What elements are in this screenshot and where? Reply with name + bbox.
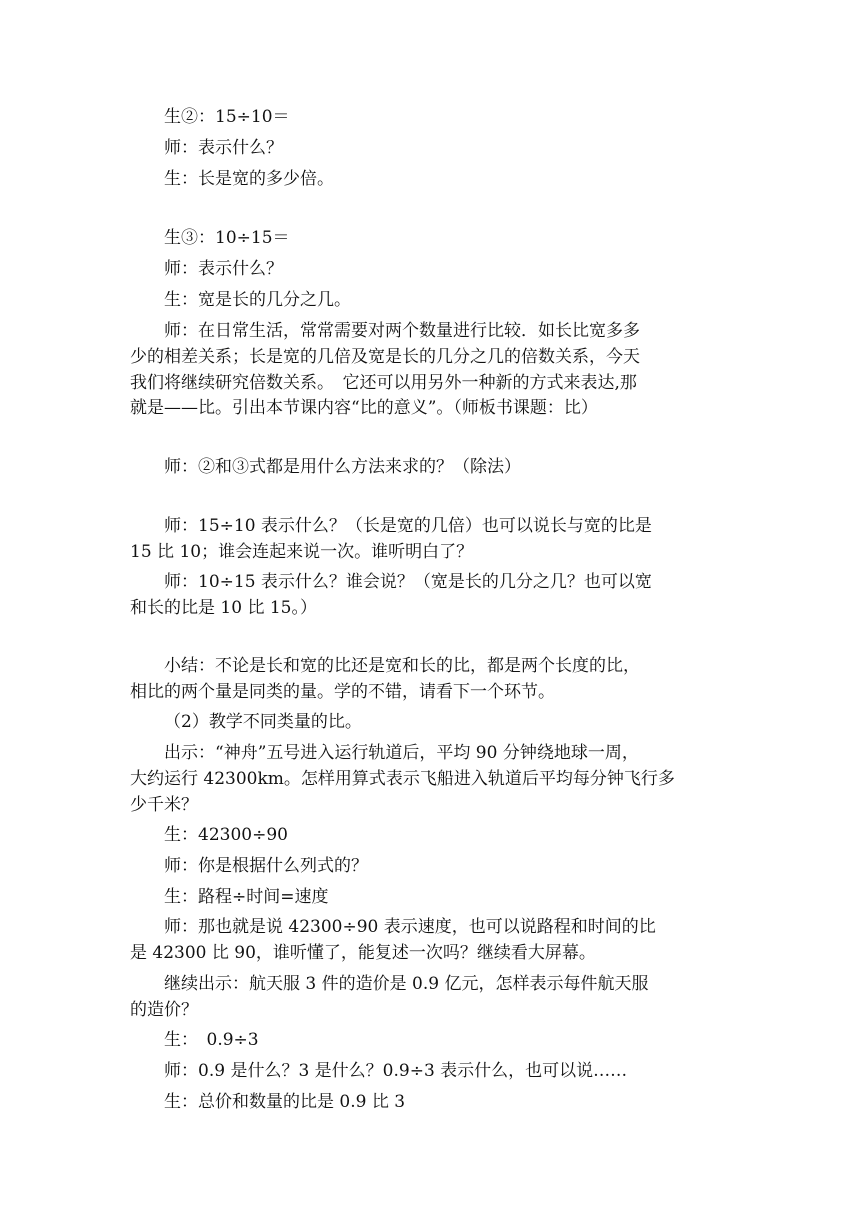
text-line: 大约运行 42300km。怎样用算式表示飞船进入轨道后平均每分钟飞行多 [130, 769, 675, 789]
text-line: 出示：“神舟”五号进入运行轨道后，平均 90 分钟绕地球一周， [164, 743, 639, 763]
text-line: 和长的比是 10 比 15。） [130, 598, 317, 618]
text-line: 生：42300÷90 [164, 825, 288, 845]
text-line: 生：长是宽的多少倍。 [164, 169, 334, 189]
text-line: 师：②和③式都是用什么方法来求的？（除法） [164, 457, 521, 477]
text-line: 生：总价和数量的比是 0.9 比 3 [164, 1092, 406, 1112]
text-line: 师：表示什么？ [164, 259, 283, 279]
text-line: 少千米？ [130, 795, 198, 815]
text-line: 师：0.9 是什么？3 是什么？0.9÷3 表示什么，也可以说…… [164, 1061, 628, 1081]
text-line: 继续出示：航天服 3 件的造价是 0.9 亿元，怎样表示每件航天服 [164, 974, 649, 994]
text-line: 师：10÷15 表示什么？谁会说？（宽是长的几分之几？也可以宽 [164, 572, 652, 592]
text-line: 师：15÷10 表示什么？（长是宽的几倍）也可以说长与宽的比是 [164, 516, 652, 536]
text-line: 小结：不论是长和宽的比还是宽和长的比，都是两个长度的比， [164, 656, 640, 676]
text-line: 的造价？ [130, 1000, 198, 1020]
text-line: 师：你是根据什么列式的？ [164, 856, 368, 876]
text-line: 相比的两个量是同类的量。学的不错，请看下一个环节。 [130, 682, 555, 702]
text-line: 是 42300 比 90，谁听懂了，能复述一次吗？继续看大屏幕。 [130, 943, 596, 963]
text-line: 少的相差关系；长是宽的几倍及宽是长的几分之几的倍数关系，今天 [130, 347, 640, 367]
text-line: 就是——比。引出本节课内容“比的意义”。（师板书课题：比） [130, 398, 598, 418]
text-line: 师：表示什么？ [164, 138, 283, 158]
text-line: 师：在日常生活，常常需要对两个数量进行比较．如长比宽多多 [164, 321, 640, 341]
text-line: 生②：15÷10＝ [164, 107, 290, 127]
text-line: 生： 0.9÷3 [164, 1030, 259, 1050]
text-line: 15 比 10；谁会连起来说一次。谁听明白了？ [130, 542, 474, 562]
text-line: 生：路程÷时间=速度 [164, 887, 329, 907]
text-line: 生③：10÷15＝ [164, 228, 290, 248]
text-line: （2）教学不同类量的比。 [164, 712, 362, 732]
text-line: 生：宽是长的几分之几。 [164, 290, 351, 310]
text-line: 我们将继续研究倍数关系。 它还可以用另外一种新的方式来表达,那 [130, 373, 637, 393]
text-line: 师：那也就是说 42300÷90 表示速度，也可以说路程和时间的比 [164, 917, 656, 937]
